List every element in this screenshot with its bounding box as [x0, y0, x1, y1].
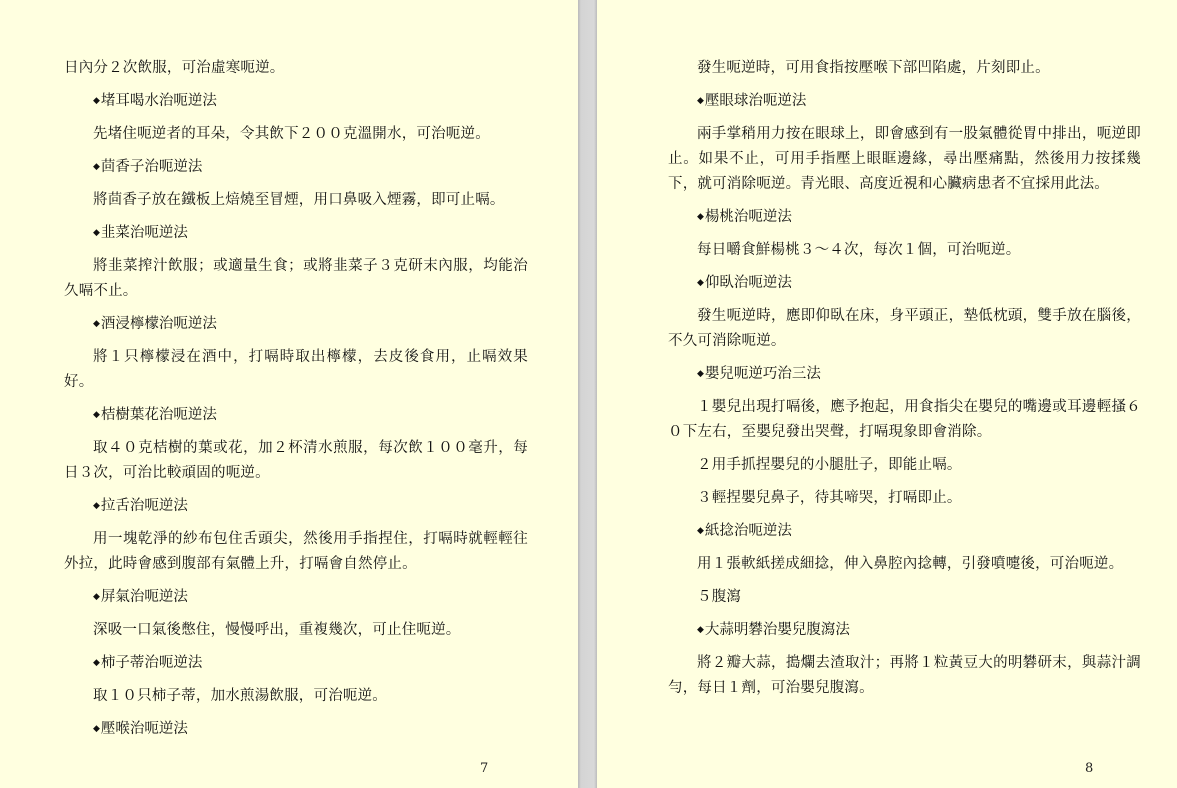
- paragraph: 用１張軟紙搓成細捻，伸入鼻腔內捻轉，引發噴嚏後，可治呃逆。: [697, 556, 1124, 572]
- section-heading: [668, 519, 1141, 544]
- heading-text: 桔樹葉花治呃逆法: [100, 407, 217, 423]
- section-heading: [64, 312, 528, 337]
- section-heading: [64, 403, 528, 428]
- section-heading: [668, 618, 1141, 643]
- paragraph: 兩手掌稍用力按在眼球上，即會感到有一股氣體從胃中排出，呃逆即止。如果不止，可用手指壓上眼眶邊緣，尋出壓痛點，然後用力按揉幾下，就可消除呃逆。青光眼、高度近視和心臟病患者不宜採用此法。: [668, 126, 1141, 192]
- section-heading: [668, 89, 1141, 114]
- paragraph: 發生呃逆時，應即仰臥在床，身平頭正，墊低枕頭，雙手放在腦後，不久可消除呃逆。: [668, 308, 1141, 349]
- heading-text: 壓眼球治呃逆法: [704, 93, 807, 109]
- paragraph: 將２瓣大蒜，搗爛去渣取汁；再將１粒黃豆大的明礬研末，與蒜汁調勻，每日１劑，可治嬰兒腹瀉。: [668, 655, 1141, 696]
- section-heading: [64, 155, 528, 180]
- section-heading: [64, 651, 528, 676]
- section-heading: [668, 205, 1141, 230]
- heading-text: 拉舌治呃逆法: [100, 498, 188, 514]
- page-gutter: [578, 0, 597, 788]
- diamond-bullet-icon: ◆: [93, 319, 100, 329]
- diamond-bullet-icon: ◆: [93, 724, 100, 734]
- diamond-bullet-icon: ◆: [93, 410, 100, 420]
- page-number: 7: [480, 761, 489, 776]
- section-heading: [668, 362, 1141, 387]
- paragraph: 用一塊乾淨的紗布包住舌頭尖，然後用手指捏住，打嗝時就輕輕往外拉，此時會感到腹部有氣體上升，打嗝會自然停止。: [64, 531, 528, 572]
- diamond-bullet-icon: ◆: [93, 228, 100, 238]
- heading-text: 屏氣治呃逆法: [100, 589, 188, 605]
- diamond-bullet-icon: ◆: [697, 278, 704, 288]
- paragraph: 先堵住呃逆者的耳朵，令其飲下２００克溫開水，可治呃逆。: [93, 126, 490, 142]
- diamond-bullet-icon: ◆: [697, 526, 704, 536]
- diamond-bullet-icon: ◆: [93, 592, 100, 602]
- section-heading: [64, 221, 528, 246]
- heading-text: 壓喉治呃逆法: [100, 721, 188, 737]
- paragraph: 發生呃逆時，可用食指按壓喉下部凹陷處，片刻即止。: [697, 60, 1050, 76]
- paragraph: ２用手抓捏嬰兒的小腿肚子，即能止嗝。: [697, 457, 962, 473]
- page-left: [0, 0, 578, 788]
- heading-text: 楊桃治呃逆法: [704, 209, 792, 225]
- heading-text: 茴香子治呃逆法: [100, 159, 203, 175]
- paragraph: 取１０只柿子蒂，加水煎湯飲服，可治呃逆。: [93, 688, 387, 704]
- page-number: 8: [1085, 761, 1094, 776]
- chapter-heading: ５腹瀉: [697, 589, 742, 605]
- heading-text: 大蒜明礬治嬰兒腹瀉法: [704, 622, 850, 638]
- paragraph: １嬰兒出現打嗝後，應予抱起，用食指尖在嬰兒的嘴邊或耳邊輕搔６０下左右，至嬰兒發出哭聲，打嗝現象即會消除。: [668, 399, 1141, 440]
- diamond-bullet-icon: ◆: [697, 96, 704, 106]
- heading-text: 堵耳喝水治呃逆法: [100, 93, 217, 109]
- paragraph: 將茴香子放在鐵板上焙燒至冒煙，用口鼻吸入煙霧，即可止嗝。: [93, 192, 505, 208]
- diamond-bullet-icon: ◆: [697, 212, 704, 222]
- paragraph: 將１只檸檬浸在酒中，打嗝時取出檸檬，去皮後食用，止嗝效果好。: [64, 349, 528, 390]
- heading-text: 韭菜治呃逆法: [100, 225, 188, 241]
- diamond-bullet-icon: ◆: [93, 658, 100, 668]
- diamond-bullet-icon: ◆: [697, 625, 704, 635]
- heading-text: 酒浸檸檬治呃逆法: [100, 316, 217, 332]
- paragraph: 深吸一口氣後憋住，慢慢呼出，重複幾次，可止住呃逆。: [93, 622, 461, 638]
- diamond-bullet-icon: ◆: [697, 369, 704, 379]
- diamond-bullet-icon: ◆: [93, 501, 100, 511]
- section-heading: [668, 271, 1141, 296]
- paragraph: 每日嚼食鮮楊桃３～４次，每次１個，可治呃逆。: [697, 242, 1021, 258]
- paragraph: ３輕捏嬰兒鼻子，待其啼哭，打嗝即止。: [697, 490, 962, 506]
- diamond-bullet-icon: ◆: [93, 96, 100, 106]
- section-heading: [64, 585, 528, 610]
- heading-text: 仰臥治呃逆法: [704, 275, 792, 291]
- heading-text: 柿子蒂治呃逆法: [100, 655, 203, 671]
- section-heading: [64, 494, 528, 519]
- section-heading: [64, 717, 528, 742]
- page-right: [597, 0, 1177, 788]
- paragraph: 日內分２次飲服，可治虛寒呃逆。: [64, 60, 285, 76]
- heading-text: 嬰兒呃逆巧治三法: [704, 366, 821, 382]
- paragraph: 取４０克桔樹的葉或花，加２杯清水煎服，每次飲１００毫升，每日３次，可治比較頑固的呃逆。: [64, 440, 528, 481]
- diamond-bullet-icon: ◆: [93, 162, 100, 172]
- paragraph: 將韭菜搾汁飲服；或適量生食；或將韭菜子３克研末內服，均能治久嗝不止。: [64, 258, 528, 299]
- section-heading: [64, 89, 528, 114]
- heading-text: 紙捻治呃逆法: [704, 523, 792, 539]
